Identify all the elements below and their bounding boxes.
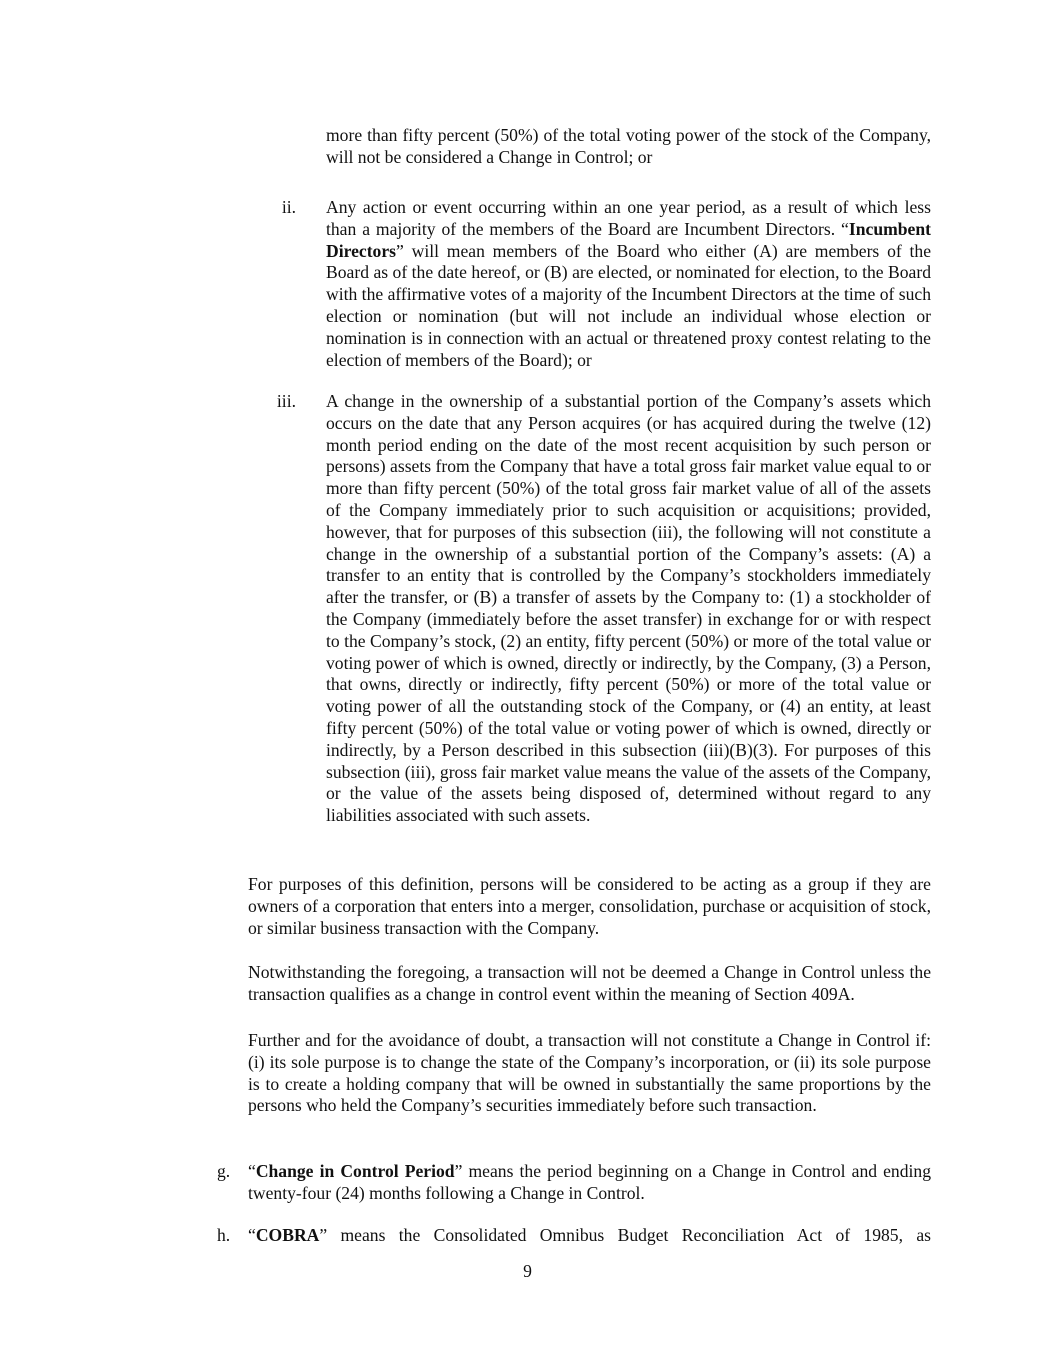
item-ii-label: ii. — [281, 197, 296, 217]
definition-h-body: ” means the Consolidated Omnibus Budget Reconciliation Act of 1985, as — [319, 1225, 931, 1245]
item-ii-text-end: ” will mean members of the Board who either (A) are members of the Board as of the date hereof, or (B) are elected, or nominated for election, to the Board with the affirmative votes of a majority of the Incumbent Directors at the time of such election or nomination (but will not include an individual whose election or nomination is in connection with an actual or threatened proxy contest relating to the election of members of the Board); or — [326, 240, 932, 370]
item-iii-text: A change in the ownership of a substantial portion of the Company’s assets which occurs on the date that any Person acquires (or has acquired during the twelve (12) month period ending on the date of the most recent acquisition by such person or persons) assets from the Company that have a total gross fair market value equal to or more than fifty percent (50%) of the total gross fair market value of all of the assets of the Company immediately prior to such acquisition or acquisitions; provided, however, that for purposes of this subsection (iii), the following will not constitute a change in the ownership of a substantial portion of the Company’s assets: (A) a transfer to an entity that is controlled by the Company’s stockholders immediately after the transfer, or (B) a transfer of assets by the Company to: (1) a stockholder of the Company (immediately before the asset transfer) in exchange for or with respect to the Company’s stock, (2) an entity, fifty percent (50%) or more of the total value or voting power of which is owned, directly or indirectly, by the Company, (3) a Person, that owns, directly or indirectly, fifty percent (50%) or more of the total value or voting power of all the outstanding stock of the Company, or (4) an entity, at least fifty percent (50%) of the total value or voting power of which is owned, directly or indirectly, by a Person described in this subsection (iii)(B)(3). For purposes of this subsection (iii), gross fair market value means the value of the assets of the Company, or the value of the assets being disposed of, determined without regard to any liabilities associated with such assets. — [326, 391, 931, 826]
definition-h-open-quote: “ — [248, 1225, 256, 1245]
page-number: 9 — [523, 1261, 532, 1281]
definition-g-open-quote: “ — [248, 1161, 256, 1181]
avoidance-of-doubt-paragraph: Further and for the avoidance of doubt, a transaction will not constitute a Change in Control if: (i) its sole purpose is to change the state of the Company’s incorporation, or (ii) its sole purpose is to create a holding company that will be owned in substantially the same proportions by the persons who held the Company’s securities immediately before such transaction. — [248, 1030, 931, 1116]
definition-h-text — [248, 1225, 931, 1247]
continuation-paragraph: more than fifty percent (50%) of the total voting power of the stock of the Company, will not be considered a Change in Control; or — [326, 125, 931, 167]
item-ii-text-start: Any action or event occurring within an one year period, as a result of which less than a majority of the members of the Board are Incumbent Directors. “ — [326, 197, 931, 239]
section-409a-paragraph: Notwithstanding the foregoing, a transaction will not be deemed a Change in Control unless the transaction qualifies as a change in control event within the meaning of Section 409A. — [248, 962, 931, 1004]
definition-h-label: h. — [217, 1225, 231, 1245]
group-definition-paragraph: For purposes of this definition, persons will be considered to be acting as a group if they are owners of a corporation that enters into a merger, consolidation, purchase or acquisition of stock, or similar business transaction with the Company. — [248, 874, 931, 938]
definition-g-text — [248, 1161, 931, 1205]
definition-g-body: ” means the period beginning on a Change in Control and ending twenty-four (24) months following a Change in Control. — [248, 1161, 932, 1203]
definition-g-label: g. — [217, 1161, 231, 1181]
item-iii-label: iii. — [276, 391, 296, 411]
change-in-control-period-term: Change in Control Period — [255, 1161, 455, 1181]
incumbent-directors-term: Incumbent Directors — [326, 218, 931, 261]
item-ii-text — [326, 197, 931, 371]
cobra-term: COBRA — [255, 1225, 320, 1245]
